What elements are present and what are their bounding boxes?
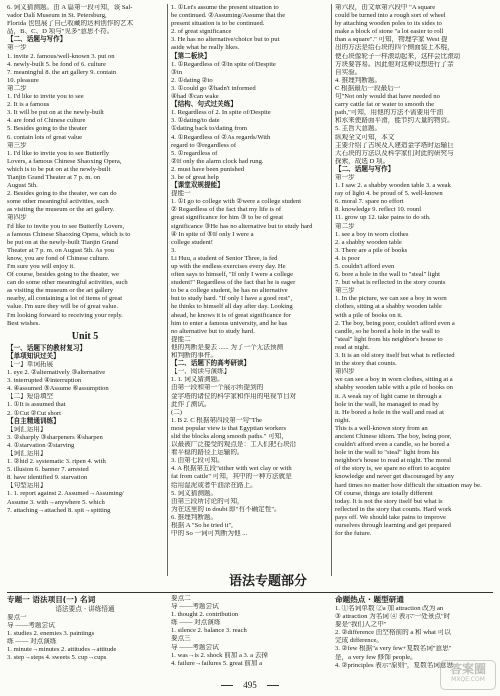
- answer-line: 给用湿泥或者牛油涂在路上。: [171, 481, 257, 489]
- grammar-column-right: [335, 595, 493, 670]
- answer-line: 他的判断是要去 ...... 为了一个无法预测: [171, 343, 284, 351]
- answer-line: 5. 词义猜测题。: [171, 489, 218, 497]
- answer-line: 11. grow up 12. take pains to do sth.: [335, 214, 431, 222]
- answer-line: often says to himself, "If only I were a college: [171, 271, 294, 279]
- grammar-line: 要点一: [7, 614, 27, 621]
- section-divider: [7, 592, 493, 593]
- answer-line: ④ In spite of ⑤If only I were a: [171, 230, 254, 238]
- answer-line: to be a college student, he has no alternative: [171, 287, 288, 295]
- answer-line: we can see a boy in worn clothes, sitting at a: [335, 376, 453, 384]
- grammar-section-banner: 语法专题部分: [215, 572, 321, 592]
- answer-line: 6. 词义猜测题。由 A 篇第一段可知，该 Sal-: [7, 4, 133, 11]
- answer-line: 纵观全文可知，本文: [335, 133, 395, 141]
- answer-line: value. I'm sure they will be of great value.: [7, 303, 119, 311]
- watermark-url: MXQE.COM: [451, 676, 485, 683]
- grammar-line: 要点三: [171, 635, 191, 643]
- answer-line: Li Huu, a student of Senior Three, is fed: [171, 254, 278, 262]
- answer-line: 此作了测试。: [171, 400, 211, 408]
- answer-line: 【一】单词拓展: [7, 360, 54, 368]
- answer-line: clothes, sitting at a shabby wooden table: [335, 303, 442, 311]
- answer-line: know, you are fond of Chinese culture.: [7, 254, 110, 262]
- answer-line: could be turned into a rough sort of wheel: [335, 12, 446, 20]
- answer-line: a famous Chinese Shaoxing Opera, which is to: [7, 230, 131, 238]
- answer-line: "steal" light from his neighbor's house to: [335, 335, 443, 343]
- answer-line: 2. The boy, being poor, couldn't afford even a: [335, 319, 455, 327]
- answer-line: read at night.: [335, 343, 370, 351]
- answer-line: 6. 推理判断题。: [171, 513, 218, 521]
- answer-line: 3. be of great help: [171, 173, 219, 181]
- column-divider: [167, 4, 168, 576]
- answer-line: Tianjin Grand Theater at 7 p. m. on: [7, 173, 101, 181]
- answer-line: 由第一段和第一个展示所提到的: [171, 384, 264, 392]
- answer-line: 5. Besides going to the theater: [7, 125, 87, 133]
- watermark-text: 答案圈: [449, 662, 486, 676]
- hot-topics-title: 命题热点 · 题型研通: [335, 595, 404, 604]
- answer-line: 1. 1. 词义猜测题。: [171, 376, 224, 384]
- answer-line: 7. meaningful 8. the art gallery 9. contain: [7, 68, 117, 76]
- answer-line: no alternative but to study hard.: [171, 327, 255, 335]
- answer-line: Lovers, a famous Chinese Shaoxing Opera,: [7, 157, 122, 165]
- grammar-line: 3. ②few 根据"a very few+复数名词"意思": [335, 645, 452, 653]
- answer-line: 4. is poor: [335, 254, 360, 262]
- subsection-heading: 【自主精通训练】: [7, 417, 60, 425]
- grammar-line: 导 ——考题尝试: [171, 603, 219, 611]
- answer-line: 出的方法是给石块的四个侧面装上木棍，: [335, 44, 454, 52]
- answer-line: candle, so he bored a hole in the wall to: [335, 327, 440, 335]
- column-middle: [171, 4, 327, 576]
- answer-line: 第三步: [7, 141, 27, 149]
- answer-line: 4. ①starvation ②starving: [7, 441, 75, 449]
- answer-line: 3. He has no alternative/choice but to put: [171, 36, 280, 44]
- answer-line: ④had ⑤can wake: [171, 93, 219, 101]
- answer-line: in the story that counts.: [335, 360, 397, 368]
- answer-line: ahead, he knows it is of great significance for: [171, 311, 291, 319]
- answer-line: 【一、阅读与演练】: [171, 368, 231, 376]
- answer-line: 1. B 2. C 根据第四段第一句"The: [171, 416, 262, 424]
- answer-line: 2. ①dating ②to: [171, 76, 213, 84]
- answer-line: but to study hard. "If only I have a good rest",: [171, 295, 293, 303]
- answer-line: 2. of great significance: [171, 28, 232, 36]
- answer-line: 为在这里的 in doubt 即"有不确定性"。: [171, 505, 281, 513]
- answer-line: C 根据最后一段最后一: [335, 84, 401, 92]
- answer-line: 第一步: [7, 44, 27, 52]
- answer-line: 6. bore a hole in the wall to "steal" light: [335, 271, 440, 279]
- answer-line: with a pile of books on it.: [335, 311, 403, 319]
- answer-line: 8. have identified 9. starvation: [7, 474, 88, 482]
- answer-line: college student!: [171, 238, 213, 246]
- grammar-section: [7, 595, 493, 675]
- answer-line: 1. ①I go to college with ②were a college student: [171, 198, 302, 206]
- answer-line: which is to be put on at the newly-built: [7, 165, 111, 173]
- answer-line: 使石块像轮子一样滚动起来，这样会比滚动: [335, 52, 461, 60]
- answer-line: great significance for him ③ to be of great: [171, 214, 284, 222]
- answer-line: 根据 A "So he tried it",: [171, 522, 233, 529]
- answer-line: 1. ①It is assumed that: [7, 401, 66, 409]
- answer-line: hard times no matter how difficult the situation may be.: [335, 481, 482, 489]
- column-divider: [331, 4, 332, 576]
- page-number: 495: [225, 680, 275, 691]
- answer-line: 【句型运用】: [7, 482, 47, 490]
- watermark-logo: [440, 660, 496, 690]
- subsection-heading: 【单项知识过关】: [7, 352, 60, 360]
- topic-title: 专题一 语法项目(一) 名词: [7, 595, 96, 604]
- answer-line: shabby wooden table with a pile of books on: [335, 384, 453, 392]
- answer-line: 3. interrupted ④interruption: [7, 377, 82, 385]
- answer-line: I'd like to invite you to see Butterfly Lovers,: [7, 222, 125, 230]
- answer-line: Florida 也包展了自己收藏的达利创作的艺术: [7, 20, 134, 28]
- answer-line: 主要介绍了古埃及人建造金字塔时运输巨: [335, 141, 454, 149]
- section-heading: 【二、话题与写作】: [7, 36, 67, 44]
- answer-columns: [7, 4, 493, 576]
- answer-line: 4. newly-built 5. be fond of 6. culture: [7, 60, 106, 68]
- answer-line: This is a well-known story from an: [335, 424, 428, 432]
- answer-line: 和判断的事件。: [171, 352, 218, 360]
- answer-line: 4. A 根据第五段"either with wet clay or with: [171, 465, 292, 473]
- answer-line: 1. I'd like to invite you to see: [7, 93, 84, 101]
- answer-line: ②If only the alarm clock had rung.: [171, 157, 264, 165]
- answer-line: 7. attaching→attached 8. spit→spitting: [7, 506, 111, 514]
- answer-line: 4. ①Regardless of ②As regards/With: [171, 133, 271, 141]
- answer-line: significance ③He has no alternative but to study hard: [171, 222, 313, 230]
- answer-line: 方块要容易。因此他对这种设想进行了亲: [335, 60, 454, 68]
- grammar-line: 导 ——考题尝试: [171, 643, 219, 651]
- answer-line: 大石块的方法以及科学家们对此的研究与: [335, 149, 454, 157]
- answer-line: 1. eye 2. ②alternatively ③alternative: [7, 369, 106, 377]
- answer-line: 1. invite 2. famous/well-known 3. put on: [7, 52, 115, 60]
- answer-line: as visiting the museum or the art gallery.: [7, 206, 115, 214]
- answer-line: 5. ①regardless of: [171, 149, 218, 157]
- answer-line: 和水来使路面平滑，能节约大量的物资。: [335, 117, 454, 125]
- answer-page: [7, 4, 493, 692]
- answer-line: vador Dalí Museum in St. Petersburg,: [7, 12, 107, 20]
- answer-line: pays off. We should take pains to improve: [335, 513, 446, 521]
- answer-line: 1. ①Regardless of ②In spite of/Despite: [171, 60, 276, 68]
- answer-line: aside what he really likes.: [171, 44, 240, 52]
- answer-line: most popular view is that Egyptian workers: [171, 424, 287, 432]
- answer-line: couldn't afford even a candle, so he bored a: [335, 441, 450, 449]
- answer-line: 4. ④assumed ⑤Assume ⑥assumption: [7, 385, 109, 393]
- answer-line: it. He bored a hole in the wall and read at: [335, 408, 444, 416]
- grammar-line: 4. failure→failures 5. great 前加 a: [171, 659, 262, 667]
- unit-heading: Unit 5: [71, 330, 99, 342]
- answer-line: 1. 1. report against 2. Assumed→Assuming/: [7, 490, 124, 498]
- grammar-line: ③ attraction 为名词 ④ 表示"一处景点"时: [335, 613, 451, 621]
- answer-line: 第四步: [335, 368, 355, 376]
- grammar-line: 练 —— 对点演练: [7, 638, 57, 646]
- answer-line: Best wishes.: [7, 319, 40, 327]
- grammar-line: 1. was→is 2. shock 前加 a 3. a 去掉: [171, 651, 268, 659]
- grammar-lines: [7, 614, 163, 663]
- answer-line: regard to ③regardless of: [171, 141, 237, 149]
- answer-line: I'm looking forward to receiving your reply.: [7, 311, 123, 319]
- answer-line: 1. see a boy in worn clothes: [335, 230, 409, 238]
- answer-line: up with the endless exercises every day. He: [171, 263, 286, 270]
- answer-line: 句"Not only would that have needed no: [335, 93, 440, 101]
- grammar-line: 练 —— 对点演练: [171, 619, 221, 627]
- answer-line: 着平稳的路径上运输的。: [171, 449, 244, 457]
- answer-line: for the future.: [335, 530, 372, 538]
- answer-line: Theater at 7 p. m. on August 5th. As you: [7, 246, 114, 254]
- answer-line: some other meaningful activities, such: [7, 198, 109, 206]
- answer-line: he thinks to himself all day after day. Looking: [171, 303, 293, 311]
- answer-line: hole in the wall to "steal" light from his: [335, 449, 440, 457]
- answer-line: 第二步: [7, 84, 27, 92]
- topic-subtitle: 语法要点 · 讲练悟通: [55, 605, 115, 613]
- answer-line: 7. but what is reflected in the story counts: [335, 279, 446, 287]
- answer-line: neighbor's house to read at night. The moral: [335, 457, 452, 465]
- answer-line: 3. It is an old story itself but what is reflected: [335, 352, 455, 360]
- grammar-line: 1. ①名词单数 ②a 加 attraction 改为 an: [335, 605, 444, 612]
- answer-line: 10. pleasure: [7, 76, 39, 84]
- answer-line: I'm sure you will enjoy it.: [7, 263, 75, 270]
- answer-line: 3. ①dating/to date: [171, 117, 220, 125]
- answer-line: nearby, all containing a lot of items of great: [7, 295, 123, 303]
- answer-line: make a block of stone "a lot easier to roll: [335, 28, 444, 36]
- answer-line: 6. contain lots of great value: [7, 133, 83, 141]
- answer-line: of the story is, we spare no effort to acquire: [335, 465, 450, 473]
- grammar-line: 1. studies 2. enemies 3. paintings: [7, 630, 95, 638]
- answer-line: ourselves through learning and get prepared: [335, 522, 451, 529]
- answer-line: by attaching wooden poles to its sides to: [335, 20, 442, 28]
- answer-line: 2. ①Cut ②Cut short: [7, 409, 61, 417]
- answer-line: fat from cattle" 可知，其中的一种方法就是: [171, 473, 292, 481]
- answer-line: 2. a shabby wooden table: [335, 238, 402, 246]
- answer-line: 2. Besides going to the theater, we can do: [7, 190, 117, 198]
- answer-line: 5. illusion 6. banner 7. arrested: [7, 466, 89, 474]
- answer-line: 3. It will be put on at the newly-built: [7, 109, 104, 117]
- answer-line: 第三步: [335, 287, 355, 295]
- answer-line: 金字塔的诸位的科学家和作用的电视节目对: [171, 392, 297, 400]
- answer-line: 提能一: [171, 190, 191, 198]
- answer-line: 3. There are a pile of books: [335, 246, 408, 254]
- subsection-heading: 【结构、句式过关练】: [171, 101, 237, 109]
- answer-line: 品，B、C、D 项与"见多"意思不符。: [7, 28, 114, 36]
- answer-line: it. A weak ray of light came in through a: [335, 392, 442, 400]
- answer-line: present situation is to be continued.: [171, 20, 265, 28]
- column-left: [7, 4, 163, 576]
- answer-line: slid the blocks along smooth paths." 可知，: [171, 432, 288, 440]
- answer-line: than a square"." 可知，物理学家 West 提: [335, 36, 448, 44]
- answer-line: 1. In the picture, we can see a boy in worn: [335, 295, 447, 303]
- answer-line: ray of light 4. be proud of 5. well-known: [335, 190, 443, 198]
- answer-line: him to enter a famous university, and he has: [171, 319, 288, 327]
- answer-line: 4. are fond of Chinese culture: [7, 117, 86, 125]
- section-heading: 【第二板块】: [171, 52, 211, 60]
- answer-line: 8. knowledge 9. reflect 10. rounl: [335, 206, 422, 214]
- answer-line: ③in: [171, 68, 183, 76]
- answer-line: 自实验。: [335, 68, 362, 76]
- grammar-line: 完成 difference。: [335, 637, 384, 645]
- answer-line: 3. ②sharply ③sharpeners ④sharpen: [7, 433, 103, 441]
- answer-line: 4. 推理判断题。: [335, 76, 382, 84]
- answer-line: student!" Regardless of the fact that he is eager: [171, 279, 296, 287]
- grammar-line: 是，a very few 修饰 people。: [335, 653, 417, 661]
- answer-line: can do some other meaningful activities, such: [7, 279, 128, 287]
- answer-line: hole in the wall, he managed to read by: [335, 400, 439, 408]
- answer-line: 3. 由第七段可知。: [171, 457, 224, 465]
- answer-line: (二): [171, 408, 182, 416]
- answer-line: be put on at the newly-built Tianjin Grand: [7, 238, 119, 246]
- grammar-line: 导 ——考题尝试: [7, 622, 55, 630]
- answer-line: path,"可知，用他的方法不需要用牛油: [335, 109, 444, 117]
- answer-line: 2. It is a famous: [7, 101, 50, 109]
- grammar-line: 4. ②principles 表示"原则"，复数名词意思: [335, 661, 454, 669]
- answer-line: Of course, things are totally different: [335, 489, 433, 497]
- answer-line: 3.: [171, 246, 176, 254]
- answer-line: 1. ①Let's assume the present situation to: [171, 4, 279, 11]
- answer-line: Assume 3. with→anywhere 5. which: [7, 498, 105, 506]
- grammar-lines: [171, 595, 327, 668]
- answer-line: carry cattle fat or water to smooth the: [335, 101, 435, 109]
- answer-line: 提能二: [171, 335, 191, 343]
- answer-line: 中的 So 一词可判断为他 ...: [171, 530, 248, 538]
- answer-line: today. It is not the story itself but what is: [335, 497, 443, 505]
- grammar-line: 要点二: [171, 595, 191, 602]
- answer-line: 由第三段所讨论的可知，: [171, 497, 244, 505]
- grammar-line: 2. ②difference 由空格前的 a 和 what 可以: [335, 629, 451, 637]
- answer-line: ancient Chinese idiom. The boy, being poor,: [335, 432, 452, 440]
- section-heading: 【二、话题与写作】: [335, 165, 395, 173]
- answer-line: 1. Regardless of 2. In spite of/Despite: [171, 109, 271, 117]
- answer-line: 第二步: [335, 222, 355, 230]
- grammar-line: 3. step→steps 4. sweets 5. cup→cups: [7, 654, 107, 662]
- answer-line: 第一步: [335, 173, 355, 181]
- answer-line: 【词汇运用】: [7, 425, 47, 433]
- answer-line: 【二】短语填空: [7, 393, 54, 401]
- answer-line: 以最被广泛接受的观点是：工人们把石块沿: [171, 441, 297, 449]
- answer-line: 1. I saw 2. a shabby wooden table 3. a weak: [335, 182, 451, 190]
- grammar-line: 1. minute→minutes 2. attitudes→attitude: [7, 646, 117, 654]
- answer-line: 1. ②hid 2. systematic 3. ripen 4. with: [7, 458, 106, 466]
- answer-line: 第六段，由文章第六段中 "A square: [335, 4, 436, 11]
- grammar-column-left: [7, 595, 163, 663]
- answer-line: 【词汇运用】: [7, 449, 47, 457]
- answer-line: 探索，故选 D 项。: [335, 157, 390, 165]
- answer-line: 6. moral 7. spare no effort: [335, 198, 404, 206]
- answer-line: 5. couldn't afford even: [335, 263, 395, 270]
- answer-line: ② Regardless of the fact that my life is of: [171, 206, 282, 214]
- answer-line: knowledge and never get discouraged by any: [335, 473, 455, 481]
- answer-line: 2. must have been punished: [171, 165, 245, 173]
- answer-line: ①dating back to/dating from: [171, 125, 248, 133]
- answer-line: 第四步: [7, 214, 27, 222]
- subsection-heading: 【课堂双规提能】: [171, 182, 224, 190]
- answer-line: reflected in the story that counts. Hard work: [335, 505, 452, 513]
- grammar-line: 1. thought 2. contribution: [171, 611, 239, 619]
- answer-line: as visiting the museum or the art gallery: [7, 287, 114, 295]
- answer-line: night.: [335, 416, 351, 424]
- grammar-line: 要是"我们人之中": [335, 621, 387, 629]
- section-heading: 【一、话题下的教材复习】: [7, 344, 87, 352]
- answer-line: 1. I'd like to invite you to see Butterfly: [7, 149, 110, 157]
- answer-line: 5. 主旨大意题。: [335, 125, 382, 133]
- column-right: [335, 4, 493, 576]
- section-heading: 【二、话题下的高考研读】: [171, 360, 251, 368]
- answer-line: August 5th.: [7, 182, 38, 190]
- answer-line: be continued. ②Assuming/Assume that the: [171, 12, 286, 20]
- grammar-line: 1. silence 2. balance 3. reach: [171, 627, 247, 635]
- grammar-column-middle: [171, 595, 327, 668]
- answer-line: Of course, besides going to the theater, we: [7, 271, 119, 279]
- answer-line: 3. ①could go ②hadn't informed: [171, 84, 256, 92]
